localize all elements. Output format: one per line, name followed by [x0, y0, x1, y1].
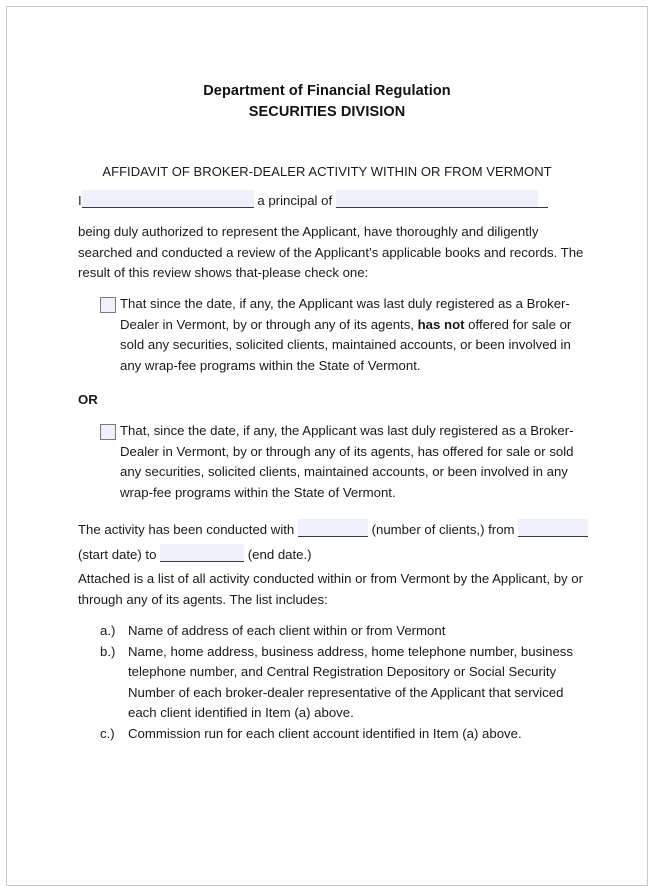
activity-lead-text: The activity has been conducted with — [78, 522, 295, 537]
activity-block — [78, 516, 590, 565]
start-date-label: (start date) to — [78, 546, 157, 562]
option-a-text-part2: offered for sale or sold any securities, solicited clients, maintained accounts, or been involved in any wrap-fee programs within the State of Vermont. — [120, 316, 572, 373]
identification-line — [78, 187, 590, 212]
list-item-text: Name, home address, business address, home telephone number, business telephone number, and Central Registration Depository or Social Security Number of each broker-dealer representative of the Applicant that serviced each client identified in Item (a) above. — [128, 643, 573, 721]
list-item-marker: c.) — [100, 725, 115, 741]
list-item-marker: a.) — [100, 623, 116, 638]
attachment-list-block — [100, 621, 592, 745]
option-b-block — [78, 421, 590, 503]
end-date-field[interactable] — [160, 544, 244, 562]
list-item — [100, 642, 592, 724]
identification-lead-text: I — [78, 193, 82, 208]
firm-name-field[interactable] — [336, 190, 538, 208]
attachment-list — [100, 621, 592, 745]
checkbox-option-a[interactable] — [100, 297, 116, 313]
option-a-text-emphasis: has not — [417, 316, 465, 332]
page-title-line-1: Department of Financial Regulation — [203, 83, 451, 99]
option-b-row[interactable] — [78, 421, 590, 503]
option-a-text-part1: That since the date, if any, the Applicant was last duly registered as a Broker-Dealer in Vermont, by or through any of its agents, — [120, 296, 570, 332]
or-separator-block — [78, 390, 590, 411]
intro-paragraph-block — [78, 222, 590, 284]
or-separator-label: OR — [78, 392, 98, 407]
list-item — [100, 621, 592, 642]
option-a-row[interactable] — [78, 294, 590, 376]
document-content — [7, 7, 647, 885]
attachment-paragraph: Attached is a list of all activity conducted within or from Vermont by the Applicant, by or through any of its agents. The list includes: — [78, 571, 584, 607]
start-date-field[interactable] — [518, 519, 588, 537]
client-count-label: (number of clients,) from — [371, 522, 515, 537]
list-item-marker: b.) — [100, 643, 116, 659]
option-a-text — [120, 296, 571, 373]
option-a-block — [78, 294, 590, 376]
identification-connector-text: a principal of — [257, 193, 333, 208]
list-item-text: Name of address of each client within or from Vermont — [128, 623, 446, 638]
principal-name-field[interactable] — [82, 190, 254, 208]
checkbox-option-b[interactable] — [100, 424, 116, 440]
attachment-block — [78, 569, 590, 610]
client-count-field[interactable] — [298, 519, 368, 537]
intro-paragraph: being duly authorized to represent the Applicant, have thoroughly and diligently searched and conducted a review of the Applicant’s applicable books and records. The result of this review shows that-please check one: — [78, 224, 584, 281]
page-title-line-2: SECURITIES DIVISION — [248, 104, 406, 120]
option-b-text: That, since the date, if any, the Applicant was last duly registered as a Broker-Dealer in Vermont, by or through any of its agents, has offered for sale or sold any securities, solicited clients, maintained accounts, or been involved in any wrap-fee programs within the State of Vermont. — [120, 423, 574, 500]
document-page — [6, 6, 648, 886]
firm-name-field-tail — [538, 190, 548, 208]
list-item — [100, 724, 592, 745]
affidavit-heading: AFFIDAVIT OF BROKER-DEALER ACTIVITY WITHIN OR FROM VERMONT — [102, 164, 552, 179]
list-item-text: Commission run for each client account identified in Item (a) above. — [128, 725, 522, 741]
end-date-label: (end date.) — [247, 546, 312, 562]
